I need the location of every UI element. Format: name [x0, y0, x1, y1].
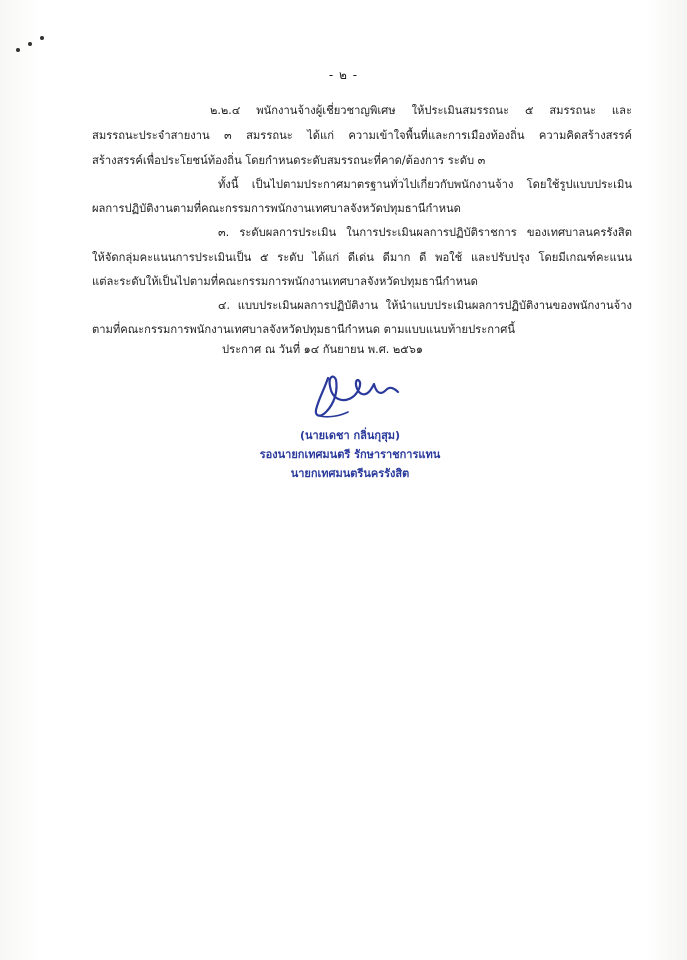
page-number: - ๒ -	[328, 68, 359, 82]
paragraph-line: ๒.๒.๔ พนักงานจ้างผู้เชี่ยวชาญพิเศษ ให้ประเมินสมรรถนะ ๕ สมรรถนะ และ	[210, 104, 632, 117]
paragraph-line: ให้จัดกลุ่มคะแนนการประเมินเป็น ๕ ระดับ ได้แก่ ดีเด่น ดีมาก ดี พอใช้ และปรับปรุง โดยมีเกณฑ์คะแนน	[92, 251, 632, 264]
paragraph-line: ทั้งนี้ เป็นไปตามประกาศมาตรฐานทั่วไปเกี่ยวกับพนักงานจ้าง โดยใช้รูปแบบประเมิน	[218, 178, 632, 191]
paragraph-line: ตามที่คณะกรรมการพนักงานเทศบาลจังหวัดปทุมธานีกำหนด ตามแบบแนบท้ายประกาศนี้	[92, 323, 516, 336]
paragraph-line: แต่ละระดับให้เป็นไปตามที่คณะกรรมการพนักงานเทศบาลจังหวัดปทุมธานีกำหนด	[92, 275, 478, 288]
paragraph-line: ๔. แบบประเมินผลการปฏิบัติงาน ให้นำแบบประเมินผลการปฏิบัติงานของพนักงานจ้าง	[218, 299, 632, 312]
paragraph-line: สร้างสรรค์เพื่อประโยชน์ท้องถิ่น โดยกำหนดระดับสมรรถนะที่คาด/ต้องการ ระดับ ๓	[92, 154, 486, 167]
signatory-name: (นายเดชา กลิ่นกุสุม)	[299, 429, 401, 442]
paragraph-line: ๓. ระดับผลการประเมิน ในการประเมินผลการปฏิบัติราชการ ของเทศบาลนครรังสิต	[218, 226, 632, 239]
signatory-position-2: นายกเทศมนตรีนครรังสิต	[290, 467, 410, 480]
punch-marks	[14, 30, 54, 60]
handwritten-signature	[298, 366, 408, 426]
paragraph-line: ผลการปฏิบัติงานตามที่คณะกรรมการพนักงานเทศบาลจังหวัดปทุมธานีกำหนด	[92, 202, 461, 215]
paragraph-line: สมรรถนะประจำสายงาน ๓ สมรรถนะ ได้แก่ ความเข้าใจพื้นที่และการเมืองท้องถิ่น ความคิดสร้างสรรค์	[92, 129, 632, 142]
announcement-date: ประกาศ ณ วันที่ ๑๔ กันยายน พ.ศ. ๒๕๖๑	[222, 343, 423, 356]
signatory-position: รองนายกเทศมนตรี รักษาราชการแทน	[259, 448, 441, 461]
